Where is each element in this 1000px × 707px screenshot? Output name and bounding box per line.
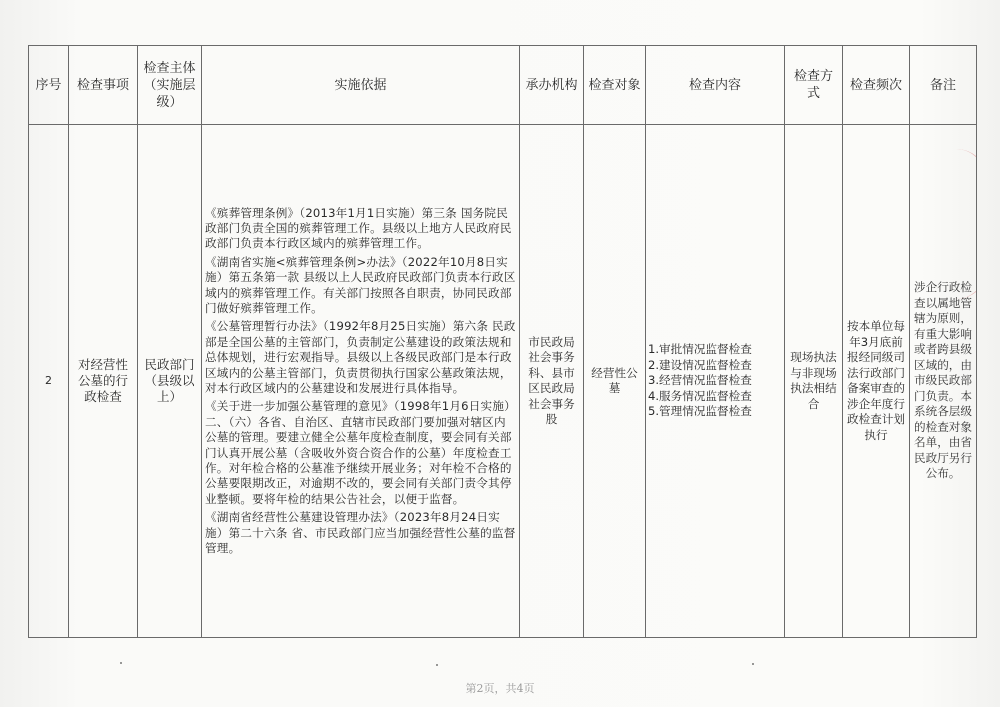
basis-paragraph: 《关于进一步加强公墓管理的意见》（1998年1月6日实施）二、（六）各省、自治区、直辖市民政部门要加强对辖区内公墓的管理。要建立健全公墓年度检查制度，要会同有关部门认真开展公墓（含吸收外资合资合作的公墓）年度检查工作。对年检合格的公墓准予继续开展业务；对年检不合格的公墓要限期改正，对逾期不改的，要会同有关部门责令其停业整顿。要将年检的结果公告社会，以便于监督。 [205, 399, 516, 506]
page-number: 第2页，共4页 [465, 682, 535, 695]
header-remarks: 备注 [910, 46, 977, 125]
header-frequency: 检查频次 [843, 46, 910, 125]
cell-target: 经营性公墓 [584, 125, 646, 638]
list-item: 1.审批情况监督检查 [648, 342, 752, 357]
basis-paragraph: 《湖南省经营性公墓建设管理办法》（2023年8月24日实施）第二十六条 省、市民政部门应当加强经营性公墓的监督管理。 [205, 510, 516, 556]
list-item: 4.服务情况监督检查 [648, 388, 752, 403]
list-item: 2.建设情况监督检查 [648, 357, 752, 372]
cell-content [646, 125, 785, 638]
header-seq: 序号 [29, 46, 69, 125]
scan-speck [436, 664, 438, 666]
seal-mark [956, 149, 977, 299]
inspection-table [28, 45, 977, 638]
cell-basis [202, 125, 520, 638]
header-agency: 承办机构 [520, 46, 584, 125]
header-basis: 实施依据 [202, 46, 520, 125]
basis-paragraph: 《湖南省实施<殡葬管理条例>办法》（2022年10月8日实施）第五条第一款 县级以上人民政府民政部门负责本行政区域内的殡葬管理工作。有关部门按照各自职责，协同民政部门做好殡葬管理工作。 [205, 254, 516, 315]
cell-remarks [910, 125, 977, 638]
remarks-text: 涉企行政检查以属地管辖为原则，有重大影响或者跨县级区域的，由市级民政部门负责。本系统各层级的检查对象名单，由省民政厅另行公布。 [914, 280, 972, 481]
header-subject: 检查主体（实施层级） [138, 46, 202, 125]
content-list [646, 342, 784, 420]
basis-paragraph: 《公墓管理暂行办法》（1992年8月25日实施）第六条 民政部是全国公墓的主管部门，负责制定公墓建设的政策法规和总体规划，进行宏观指导。县级以上各级民政部门是本行政区域内的公墓主管部门，负责贯彻执行国家公墓政策法规，对本行政区域内的公墓建设和发展进行具体指导。 [205, 319, 516, 395]
scan-speck [120, 662, 122, 664]
cell-agency: 市民政局社会事务科、县市区民政局社会事务股 [520, 125, 584, 638]
cell-item: 对经营性公墓的行政检查 [69, 125, 138, 638]
cell-seq: 2 [29, 125, 69, 638]
header-item: 检查事项 [69, 46, 138, 125]
header-content: 检查内容 [646, 46, 785, 125]
scan-speck [752, 663, 754, 665]
header-method: 检查方式 [785, 46, 843, 125]
cell-method: 现场执法与非现场执法相结合 [785, 125, 843, 638]
list-item: 3.经营情况监督检查 [648, 373, 752, 388]
cell-subject: 民政部门（县级以上） [138, 125, 202, 638]
header-row [29, 46, 977, 125]
list-item: 5.管理情况监督检查 [648, 404, 752, 419]
cell-frequency: 按本单位每年3月底前报经同级司法行政部门备案审查的涉企年度行政检查计划执行 [843, 125, 910, 638]
table-row [29, 125, 977, 638]
header-target: 检查对象 [584, 46, 646, 125]
basis-paragraph: 《殡葬管理条例》（2013年1月1日实施）第三条 国务院民政部门负责全国的殡葬管理工作。县级以上地方人民政府民政部门负责本行政区域内的殡葬管理工作。 [205, 205, 512, 251]
